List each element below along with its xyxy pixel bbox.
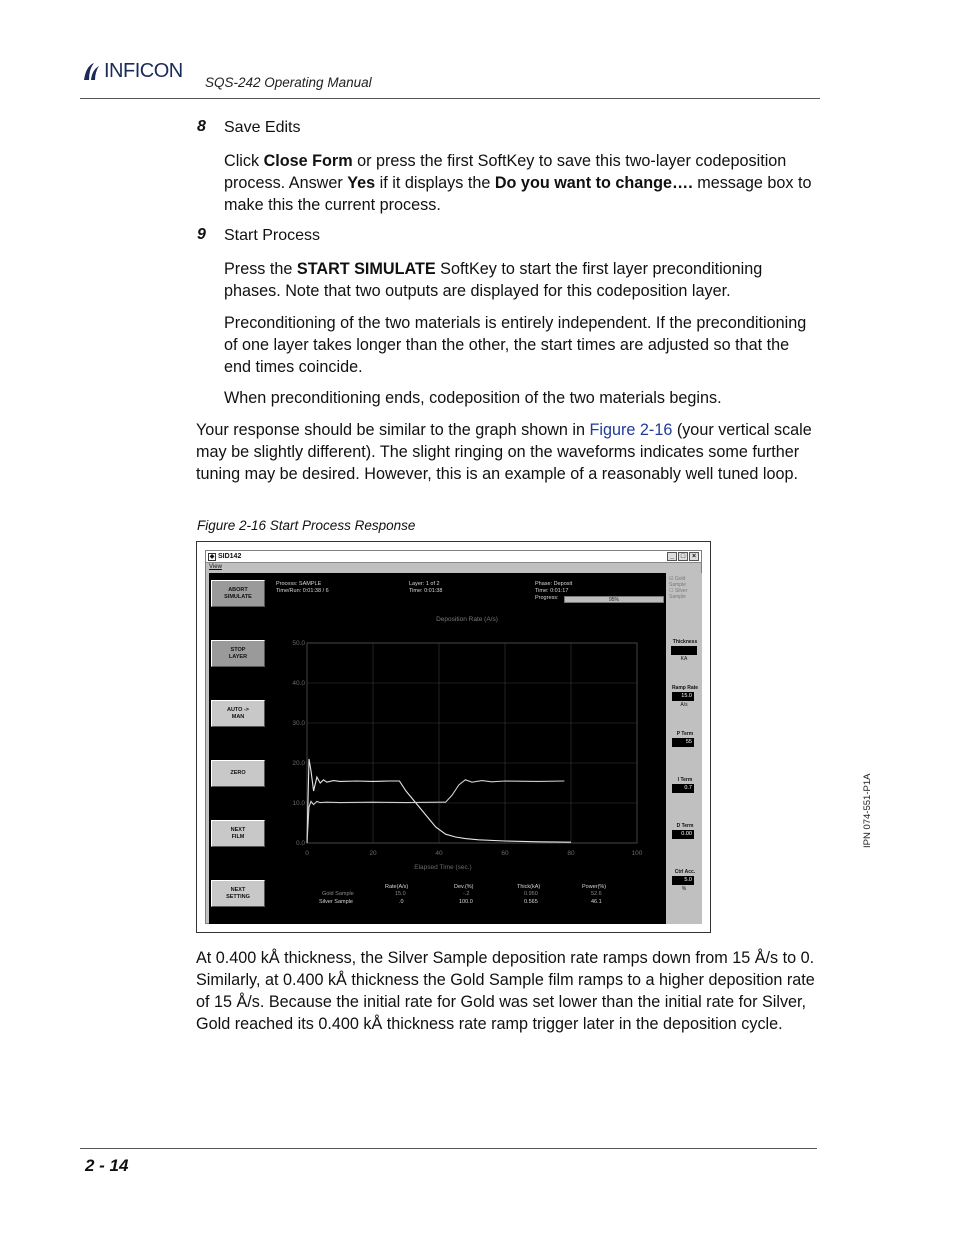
response-text-pre: Your response should be similar to the graph shown in [196,421,590,439]
status-layer-time: Time: 0:01:38 [409,588,443,594]
y-tick-label: 40.0 [292,680,305,687]
ctrl-acc-label: Ctrl Acc. [674,869,696,875]
status-layer: Layer: 1 of 2 [409,581,440,587]
body-text: or press the first SoftKey to save this two-layer codeposition process. Answer [224,152,787,192]
x-tick-label: 20 [369,850,377,857]
body-text: if it displays the [375,174,495,192]
figure-link[interactable]: Figure 2-16 [589,421,673,439]
table-cell: 46.1 [591,899,602,905]
close-button[interactable]: × [689,552,699,561]
softkey-label: MAN [231,713,245,720]
page-number: 2 - 14 [85,1156,129,1175]
x-tick-label: 40 [435,850,443,857]
emphasis-text: Close Form [263,152,353,170]
system-menu-icon[interactable]: ◆ [209,554,215,560]
softkey-label: SIMULATE [224,593,252,600]
ctrl-acc-unit: % [681,886,687,892]
x-axis-label: Elapsed Time (sec.) [414,864,472,871]
chart-title: Deposition Rate (A/s) [436,616,498,623]
ramp-rate-label: Ramp Rate [671,685,699,691]
emphasis-text: START SIMULATE [296,260,436,278]
table-cell: 52.6 [591,891,602,897]
step-body: Preconditioning of the two materials is entirely independent. If the preconditioning of one layer takes longer than the other, the start times are adjusted so that the end times coincide. [224,314,807,376]
step-title: Start Process [224,227,321,244]
manual-title: SQS-242 Operating Manual [205,75,372,90]
body-text: Press the [224,260,297,278]
minimize-button[interactable]: _ [667,552,677,561]
explanation-paragraph: At 0.400 kÅ thickness, the Silver Sample deposition rate ramps down from 15 Å/s to 0. Similarly, at 0.400 kÅ thickness the Gold Sample film ramps to a higher deposition rate of 15 Å/s. Because the initial rate for Gold was set lower than the initial rate for Silver, Gold reached its 0.400 kÅ thickness rate ramp trigger later in the deposition cycle. [196,949,815,1033]
menu-view[interactable]: View [209,564,222,570]
step-title: Save Edits [224,119,301,136]
table-cell: 100.0 [459,899,473,905]
header-rule [80,98,820,99]
progress-bar [564,596,664,603]
table-header: Power(%) [582,884,607,890]
legend-silver-checkbox[interactable]: ☐ Silver Sample [669,588,688,600]
step-body: When preconditioning ends, codeposition of the two materials begins. [224,389,722,407]
d-term-label: D Term [676,823,694,829]
table-header: Rate(A/s) [385,884,409,890]
i-term-field[interactable]: 0.7 [672,784,694,793]
status-time-run: Time/Run: 0:01:38 / 6 [276,588,329,594]
table-cell: .0 [399,899,404,905]
settings-panel [666,573,702,924]
softkey-label: AUTO -> [226,706,250,713]
figure-screenshot [196,541,711,933]
window-title-bar [206,551,701,563]
body-text: SoftKey to start the first layer preconditioning phases. Note that two outputs are displayed for this codeposition layer. [224,260,763,300]
softkey-label: FILM [231,833,245,840]
softkey-label: ABORT [228,586,248,593]
y-tick-label: 0.0 [295,840,305,847]
x-tick-label: 80 [567,850,575,857]
softkey-label: ZERO [230,770,246,776]
response-text-post: (your vertical scale may be slightly different). The slight ringing on the waveforms indicates some further tuning may be desired. However, this is an example of a reasonably well tuned loop. [196,421,812,483]
legend-gold-checkbox[interactable]: ☑ Gold Sample [669,576,686,588]
x-tick-label: 60 [501,850,509,857]
progress-value: 95% [608,597,619,603]
deposition-rate-chart [209,603,666,903]
progress-label: Progress: [535,595,559,601]
table-cell: 0.950 [524,891,538,897]
i-term-label: I Term [677,777,693,783]
softkey-label: NEXT [230,826,246,833]
maximize-button[interactable]: □ [678,552,688,561]
step-body [224,150,818,216]
footer-rule [80,1148,817,1149]
x-tick-label: 100 [631,850,643,857]
table-row-name: Gold Sample [322,891,354,897]
y-tick-label: 20.0 [292,760,305,767]
inficon-logo [80,58,183,84]
y-tick-label: 30.0 [292,720,305,727]
d-term-field[interactable]: 0.00 [672,830,694,839]
table-header: Dev.(%) [454,884,474,890]
status-phase-time: Time: 0:01:17 [535,588,569,594]
y-tick-label: 50.0 [292,640,305,647]
p-term-field[interactable]: 55 [672,738,694,747]
ctrl-acc-field[interactable]: 5.0 [672,876,694,885]
table-cell: 15.0 [395,891,406,897]
ipn-number: IPN 074-551-P1A [862,773,873,848]
x-tick-label: 0 [305,850,309,857]
response-paragraph [196,419,818,485]
display-area [209,573,666,924]
legend-label: Silver Sample [669,588,688,600]
step-number: 9 [197,226,206,243]
brand-name: INFICON [104,59,183,82]
emphasis-text: Yes [347,174,376,192]
table-row-name: Silver Sample [319,899,353,905]
softkey-label: NEXT [230,886,246,893]
legend-label: Gold Sample [669,576,686,588]
table-cell: 0.565 [524,899,538,905]
status-process: Process: SAMPLE [276,581,322,587]
table-cell: -.2 [463,891,470,897]
softkey-label: LAYER [228,653,248,660]
step-number: 8 [197,118,206,135]
status-phase: Phase: Deposit [535,581,573,587]
emphasis-text: Do you want to change…. [494,174,693,192]
figure-caption: Figure 2-16 Start Process Response [197,518,416,533]
ramp-rate-unit: A/s [680,702,688,708]
thickness-label: Thickness [672,639,698,645]
table-header: Thick(kA) [517,884,541,890]
body-text: Click [224,152,264,170]
softkey-label: SETTING [226,893,250,900]
thickness-field[interactable] [671,646,697,655]
plot-frame [307,643,637,843]
y-tick-label: 10.0 [292,800,305,807]
thickness-unit: KA [680,656,688,662]
ramp-rate-field[interactable]: 15.0 [672,692,694,701]
body-text: message box to make this the current process. [224,174,812,214]
step-body [224,258,818,302]
window-title: SID142 [218,553,242,560]
app-window [205,550,702,924]
softkey-label: STOP [230,646,246,653]
series-line-gold [307,780,564,843]
inficon-logo-icon [80,60,102,82]
p-term-label: P Term [676,731,694,737]
